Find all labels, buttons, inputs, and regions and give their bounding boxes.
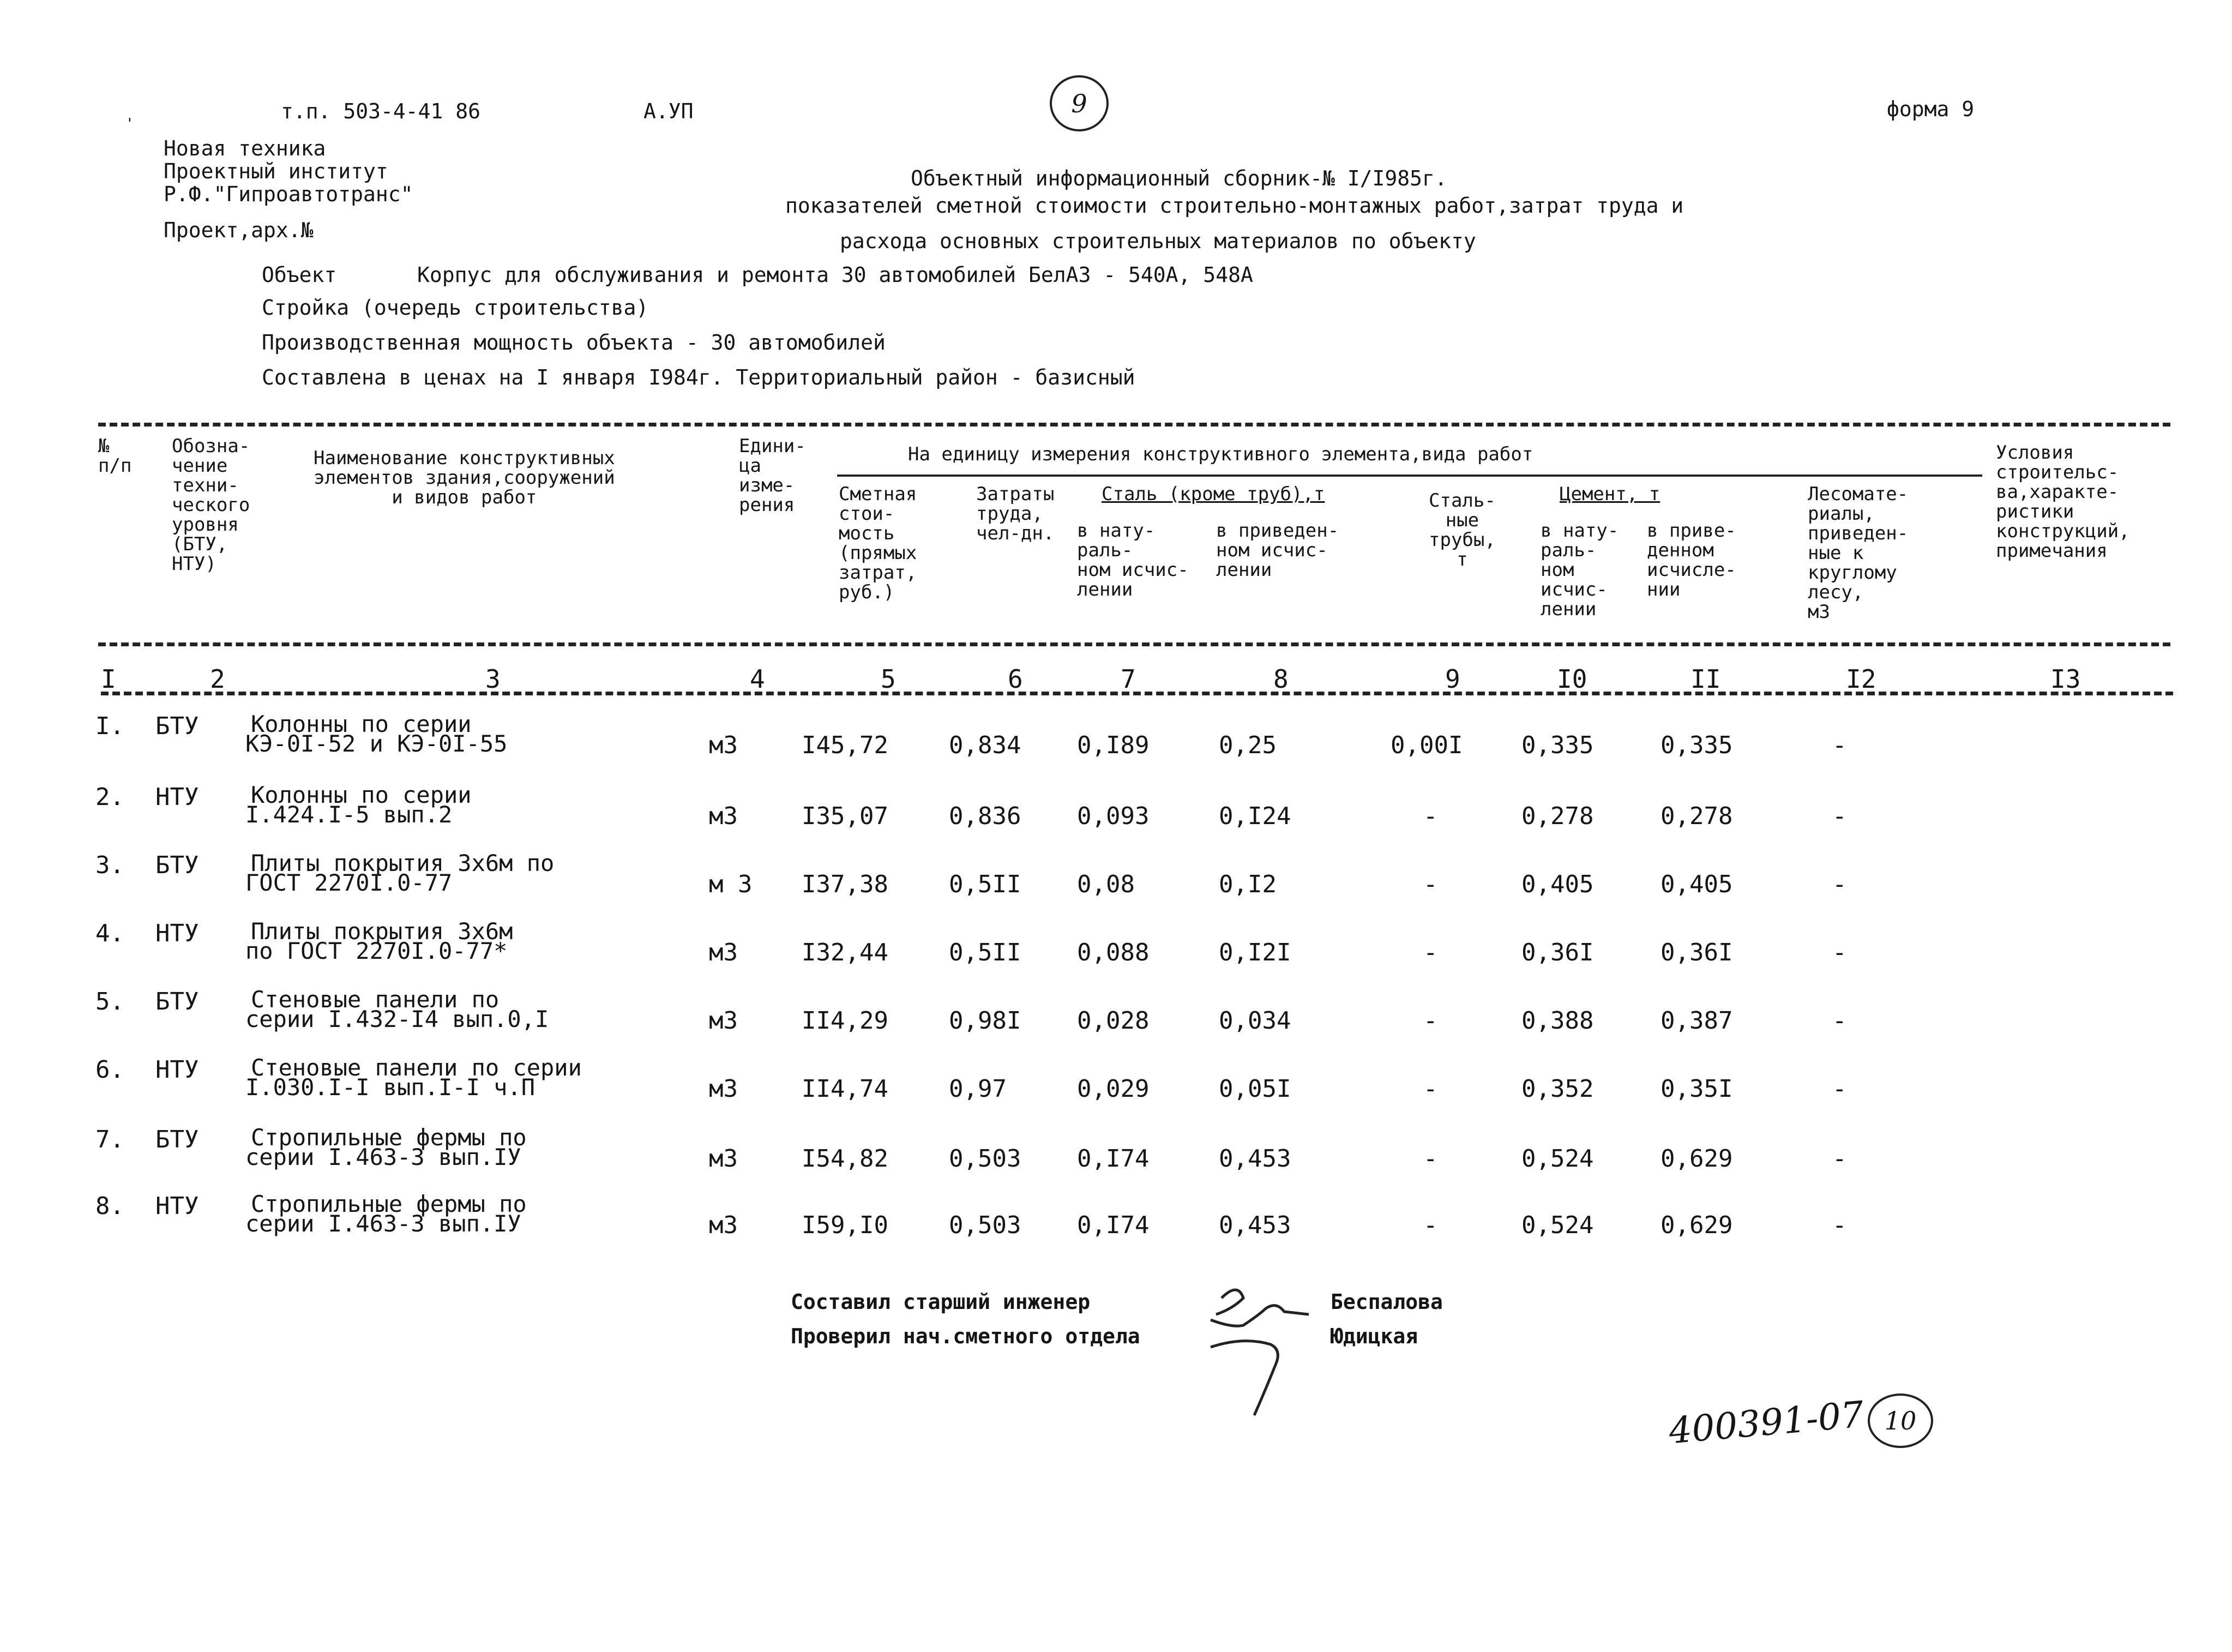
cell-cost: I54,82 (802, 1145, 888, 1173)
cell-steel-nat: 0,I74 (1077, 1145, 1150, 1173)
cell-labor: 0,5II (949, 939, 1021, 966)
cell-level: БТУ (155, 1126, 199, 1154)
cell-steel-nat: 0,093 (1077, 802, 1150, 830)
cell-unit: м3 (709, 1007, 738, 1035)
cell-unit: м3 (709, 802, 738, 830)
column-number: 8 (1273, 664, 1289, 694)
header-designation: Обозна- чение техни- ческого уровня (БТУ, НТУ) (172, 435, 250, 575)
cell-num: 7. (95, 1126, 124, 1154)
cell-steel-red: 0,453 (1219, 1145, 1291, 1173)
cell-name-2: КЭ-0I-52 и КЭ-0I-55 (245, 730, 508, 757)
cell-level: НТУ (155, 920, 199, 947)
cell-steel-nat: 0,I89 (1077, 731, 1150, 759)
cell-unit: м3 (709, 939, 738, 966)
title-line-1: Объектный информационный сборник-№ I/I985г. (911, 166, 1447, 190)
cell-labor: 0,503 (949, 1211, 1021, 1239)
cell-num: 4. (95, 920, 124, 947)
column-number: 9 (1445, 664, 1460, 694)
org-line-1: Новая техника (164, 136, 326, 160)
cell-pipes: - (1423, 1211, 1438, 1239)
cell-level: НТУ (155, 1192, 199, 1220)
compiled-name: Беспалова (1331, 1290, 1443, 1314)
cell-name-2: I.030.I-I вып.I-I ч.П (245, 1074, 536, 1101)
album-label: А.УП (643, 99, 694, 123)
table-header-rule (98, 642, 2170, 646)
cell-steel-nat: 0,I74 (1077, 1211, 1150, 1239)
org-line-4: Проект,арх.№ (164, 218, 314, 242)
column-number: I0 (1557, 664, 1587, 694)
cell-cement-red: 0,335 (1661, 731, 1733, 759)
cell-labor: 0,503 (949, 1145, 1021, 1173)
header-steel-group: Сталь (кроме труб),т (1102, 483, 1325, 505)
document-code: т.п. 503-4-41 86 (281, 99, 481, 123)
cell-steel-red: 0,I2I (1219, 939, 1291, 966)
cell-cement-red: 0,405 (1661, 870, 1733, 898)
cell-cost: II4,74 (802, 1075, 888, 1103)
header-steel-reduced: в приведен- ном исчис- лении (1216, 520, 1339, 581)
cell-unit: м3 (709, 731, 738, 759)
cell-cement-nat: 0,405 (1521, 870, 1594, 898)
header-pipes: Сталь- ные трубы, т (1429, 490, 1496, 570)
capacity-line: Производственная мощность объекта - 30 автомобилей (262, 331, 886, 355)
cell-steel-red: 0,I2 (1219, 870, 1277, 898)
site-label: Стройка (очередь строительства) (262, 296, 649, 320)
column-number: 4 (750, 664, 765, 694)
column-number: 7 (1121, 664, 1136, 694)
margin-mark: ' (125, 116, 134, 132)
header-labor: Затраты труда, чел-дн. (976, 483, 1055, 544)
cell-steel-nat: 0,088 (1077, 939, 1150, 966)
group-header-rule (837, 474, 1982, 477)
cell-name-2: I.424.I-5 вып.2 (245, 801, 453, 828)
cell-num: 5. (95, 988, 124, 1016)
column-number: I2 (1846, 664, 1876, 694)
cell-steel-nat: 0,08 (1077, 870, 1135, 898)
cell-labor: 0,98I (949, 1007, 1021, 1035)
cell-pipes: - (1423, 1145, 1438, 1173)
cell-name-1: Плиты покрытия 3х6м по (251, 850, 555, 876)
header-unit: Едини- ца изме- рения (739, 435, 806, 516)
cell-cost: I59,I0 (802, 1211, 888, 1239)
cell-cement-red: 0,278 (1661, 802, 1733, 830)
cell-cement-nat: 0,524 (1521, 1211, 1594, 1239)
cell-name-2: серии I.463-3 вып.IУ (245, 1210, 521, 1237)
cell-cement-nat: 0,352 (1521, 1075, 1594, 1103)
cell-cost: I32,44 (802, 939, 888, 966)
header-cement-reduced: в приве- денном исчисле- нии (1647, 520, 1736, 600)
cell-name-2: по ГОСТ 2270I.0-77* (245, 938, 508, 964)
cell-steel-red: 0,453 (1219, 1211, 1291, 1239)
cell-labor: 0,5II (949, 870, 1021, 898)
cell-cement-nat: 0,524 (1521, 1145, 1594, 1173)
cell-unit: м 3 (709, 870, 753, 898)
column-number: I3 (2050, 664, 2081, 694)
cell-timber: - (1832, 1145, 1847, 1173)
cell-timber: - (1832, 870, 1847, 898)
cell-name-1: Стропильные фермы по (251, 1124, 527, 1151)
cell-cement-red: 0,35I (1661, 1075, 1733, 1103)
checked-name: Юдицкая (1331, 1324, 1418, 1348)
checked-label: Проверил нач.сметного отдела (791, 1324, 1140, 1348)
cell-steel-nat: 0,029 (1077, 1075, 1150, 1103)
cell-steel-red: 0,I24 (1219, 802, 1291, 830)
cell-name-1: Стеновые панели по серии (251, 1054, 582, 1081)
object-value: Корпус для обслуживания и ремонта 30 автомобилей БелАЗ - 540А, 548А (417, 263, 1253, 287)
cell-name-2: серии I.463-3 вып.IУ (245, 1144, 521, 1170)
cell-name-1: Колонны по серии (251, 782, 472, 808)
cell-timber: - (1832, 731, 1847, 759)
cell-name-1: Стеновые панели по (251, 986, 500, 1013)
cell-labor: 0,834 (949, 731, 1021, 759)
footer-page-circle: 10 (1868, 1393, 1933, 1448)
cell-pipes: - (1423, 802, 1438, 830)
handwritten-inventory-number: 400391-07 (1667, 1393, 1866, 1452)
cell-timber: - (1832, 1007, 1847, 1035)
compiled-label: Составил старший инженер (791, 1290, 1091, 1314)
cell-timber: - (1832, 802, 1847, 830)
cell-name-1: Стропильные фермы по (251, 1191, 527, 1217)
cell-unit: м3 (709, 1145, 738, 1173)
handwritten-signature-icon (1200, 1276, 1331, 1418)
header-notes: Условия строительс- ва,характе- ристики конструкций, примечания (1996, 442, 2130, 562)
object-label: Объект (262, 263, 337, 287)
header-group: На единицу измерения конструктивного элемента,вида работ (908, 443, 1533, 465)
column-number: 3 (485, 664, 501, 694)
cell-pipes: - (1423, 1075, 1438, 1103)
org-line-2: Проектный институт (164, 159, 388, 183)
header-num: № п/п (98, 435, 132, 477)
cell-cost: I45,72 (802, 731, 888, 759)
cell-cement-red: 0,629 (1661, 1145, 1733, 1173)
header-steel-natural: в нату- раль- ном исчис- лении (1077, 520, 1189, 600)
cell-level: НТУ (155, 783, 199, 811)
cell-timber: - (1832, 1075, 1847, 1103)
cell-cement-nat: 0,335 (1521, 731, 1594, 759)
cell-num: 3. (95, 851, 124, 879)
cell-name-1: Плиты покрытия 3х6м (251, 918, 513, 945)
cell-level: БТУ (155, 988, 199, 1016)
header-cement-natural: в нату- раль- ном исчис- лении (1541, 520, 1619, 620)
title-line-2: показателей сметной стоимости строительно-монтажных работ,затрат труда и (785, 194, 1684, 218)
cell-steel-nat: 0,028 (1077, 1007, 1150, 1035)
cell-cement-red: 0,36I (1661, 939, 1733, 966)
cell-cost: I37,38 (802, 870, 888, 898)
cell-name-1: Колонны по серии (251, 711, 472, 737)
cell-level: БТУ (155, 712, 199, 740)
header-cost: Сметная стои- мость (прямых затрат, руб.) (839, 483, 917, 603)
column-number: I (101, 664, 116, 694)
cell-unit: м3 (709, 1075, 738, 1103)
cell-name-2: ГОСТ 2270I.0-77 (245, 869, 453, 896)
table-top-rule (98, 423, 2170, 426)
page-number-circle: 9 (1050, 75, 1109, 131)
cell-name-2: серии I.432-I4 вып.0,I (245, 1006, 549, 1032)
column-number: 5 (881, 664, 896, 694)
org-line-3: Р.Ф."Гипроавтотранс" (164, 182, 413, 206)
header-timber: Лесомате- риалы, приведен- ные к круглому лесу, м3 (1808, 483, 1909, 623)
cell-level: БТУ (155, 851, 199, 879)
cell-cost: I35,07 (802, 802, 888, 830)
cell-pipes: - (1423, 1007, 1438, 1035)
cell-pipes: - (1423, 870, 1438, 898)
cell-pipes: - (1423, 939, 1438, 966)
cell-num: 6. (95, 1056, 124, 1084)
cell-timber: - (1832, 939, 1847, 966)
header-cement-group: Цемент, т (1560, 483, 1661, 505)
cell-labor: 0,97 (949, 1075, 1007, 1103)
cell-cement-red: 0,387 (1661, 1007, 1733, 1035)
cell-cement-nat: 0,278 (1521, 802, 1594, 830)
cell-num: 8. (95, 1192, 124, 1220)
prices-line: Составлена в ценах на I января I984г. Территориальный район - базисный (262, 365, 1135, 389)
cell-labor: 0,836 (949, 802, 1021, 830)
cell-cement-red: 0,629 (1661, 1211, 1733, 1239)
cell-num: I. (95, 712, 124, 740)
column-number: II (1690, 664, 1721, 694)
column-number: 6 (1008, 664, 1023, 694)
cell-level: НТУ (155, 1056, 199, 1084)
cell-steel-red: 0,034 (1219, 1007, 1291, 1035)
cell-unit: м3 (709, 1211, 738, 1239)
form-label: форма 9 (1887, 97, 1975, 121)
cell-timber: - (1832, 1211, 1847, 1239)
cell-steel-red: 0,25 (1219, 731, 1277, 759)
cell-steel-red: 0,05I (1219, 1075, 1291, 1103)
cell-cement-nat: 0,36I (1521, 939, 1594, 966)
header-name: Наименование конструктивных элементов здания,сооружений и видов работ (314, 447, 615, 508)
cell-cement-nat: 0,388 (1521, 1007, 1594, 1035)
column-number: 2 (210, 664, 225, 694)
title-line-3: расхода основных строительных материалов по объекту (840, 229, 1476, 253)
cell-cost: II4,29 (802, 1007, 888, 1035)
cell-num: 2. (95, 783, 124, 811)
cell-pipes: 0,00I (1391, 731, 1463, 759)
